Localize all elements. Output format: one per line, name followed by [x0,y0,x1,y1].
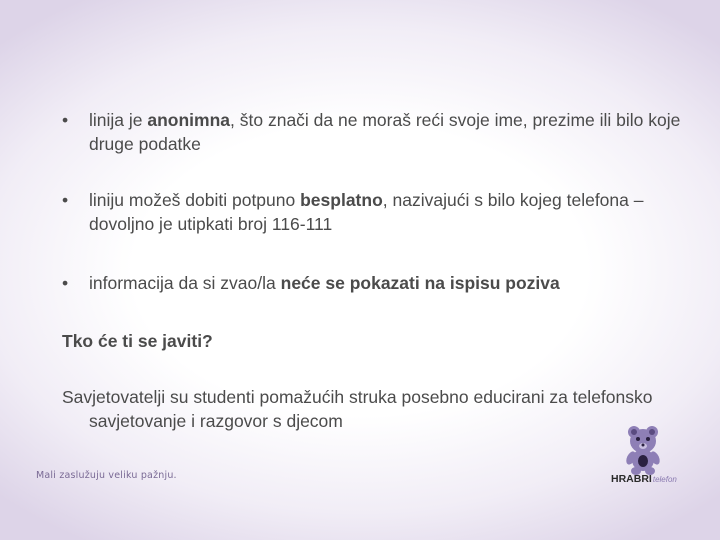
logo-wordmark [611,473,677,485]
bullet-text: linija je [89,110,148,130]
counselors-paragraph: Savjetovatelji su studenti pomažućih struka posebno educirani za telefonsko savjetovanje i razgovor s djecom [62,387,653,431]
bullet-bold: besplatno [300,190,383,210]
bullet-dot: • [62,190,69,210]
bullet-text: , nazivajući s bilo kojeg telefona – dovoljno je utipkati broj 116-111 [89,190,644,234]
bullet-bold: neće se pokazati na ispisu poziva [280,273,560,293]
bullet-text: , što znači da ne moraš reći svoje ime, prezime ili bilo koje druge podatke [89,110,681,154]
logo-sub: telefon [652,475,677,484]
bullet-free [62,188,689,236]
footer-tagline: Mali zaslužuju veliku pažnju. [36,470,177,481]
bullet-text: liniju možeš dobiti potpuno [89,190,301,210]
bullet-dot: • [62,110,69,130]
bullet-text: informacija da si zvao/la [89,273,281,293]
bullet-dot: • [62,273,69,293]
bullet-anonymous [62,108,689,156]
bullet-hidden-caller [62,271,689,295]
section-heading: Tko će ti se javiti? [62,331,213,351]
logo-brand: HRABRI [611,473,652,485]
bullet-bold: anonimna [147,110,231,130]
